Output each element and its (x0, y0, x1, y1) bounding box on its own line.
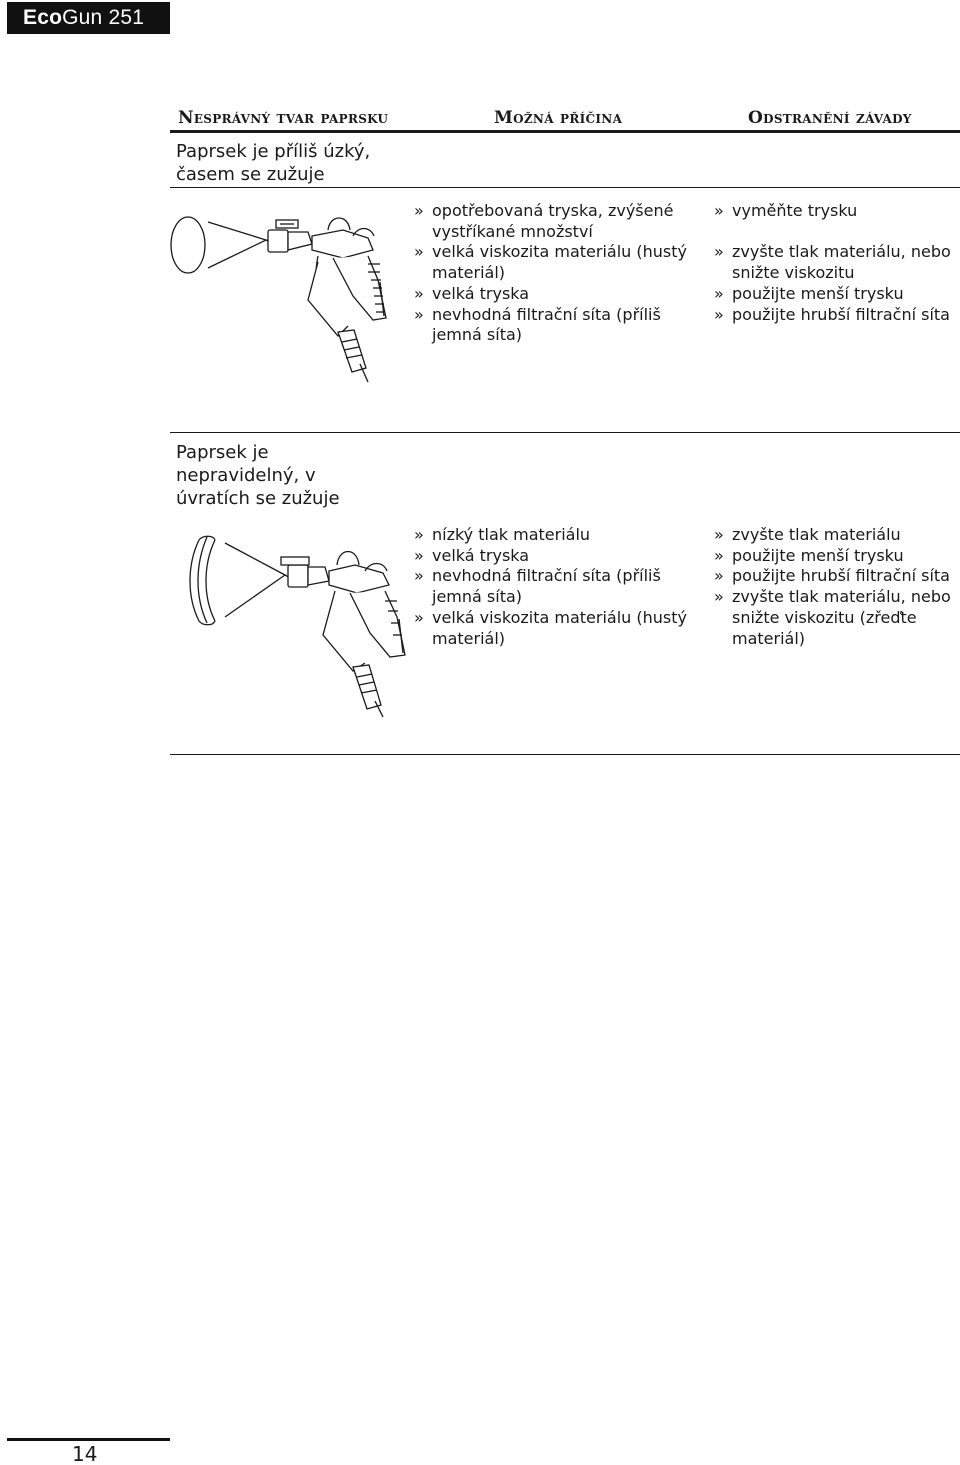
row-1-cause-list (414, 201, 704, 346)
header-rule (170, 130, 960, 133)
cause-item: » velká viskozita materiálu (hustý materiál) (414, 242, 704, 283)
remedy-item: » použijte menší trysku (714, 284, 954, 305)
uneven-spray-gun-icon (185, 525, 420, 720)
remedy-item: » zvyšte tlak materiálu, nebo snižte viskozitu (714, 242, 954, 283)
page-number: 14 (72, 1442, 98, 1465)
cause-item: » nízký tlak materiálu (414, 525, 704, 546)
table-bottom-rule (170, 754, 960, 755)
row-2-remedy-list (714, 525, 954, 649)
remedy-item: » vyměňte trysku (714, 201, 954, 222)
row-divider (170, 432, 960, 433)
cause-item: » velká tryska (414, 284, 704, 305)
brand-rest: Gun 251 (62, 6, 145, 29)
row-1-remedy-list (714, 201, 954, 325)
footer-bar (7, 1438, 170, 1441)
cause-item: » nevhodná filtrační síta (příliš jemná síta) (414, 566, 704, 607)
remedy-item: » použijte hrubší filtrační síta (714, 305, 954, 326)
row-2-title: Paprsek je nepravidelný, v úvratích se zužuje (176, 442, 340, 509)
remedy-item: » použijte hrubší filtrační síta (714, 566, 954, 587)
cause-item: » opotřebovaná tryska, zvýšené vystříkané množství (414, 201, 704, 242)
narrow-spray-gun-icon (168, 200, 403, 385)
column-header-remedy: Odstranění závady (748, 108, 912, 128)
row-2-cause-list (414, 525, 704, 649)
row-1-title: Paprsek je příliš úzký, časem se zužuje (176, 141, 371, 185)
cause-item: » nevhodná filtrační síta (příliš jemná síta) (414, 305, 704, 346)
cause-item: » velká tryska (414, 546, 704, 567)
brand-logo (7, 2, 170, 34)
remedy-item: » zvyšte tlak materiálu, nebo snižte viskozitu (zřeďte materiál) (714, 587, 954, 649)
row-1-title-rule (170, 187, 960, 188)
remedy-item: » použijte menší trysku (714, 546, 954, 567)
column-header-spray-shape: Nesprávný tvar paprsku (178, 108, 389, 128)
cause-item: » velká viskozita materiálu (hustý materiál) (414, 608, 704, 649)
remedy-item: » zvyšte tlak materiálu (714, 525, 954, 546)
column-header-cause: Možná příčina (494, 108, 623, 128)
brand-bold: Eco (23, 6, 63, 29)
